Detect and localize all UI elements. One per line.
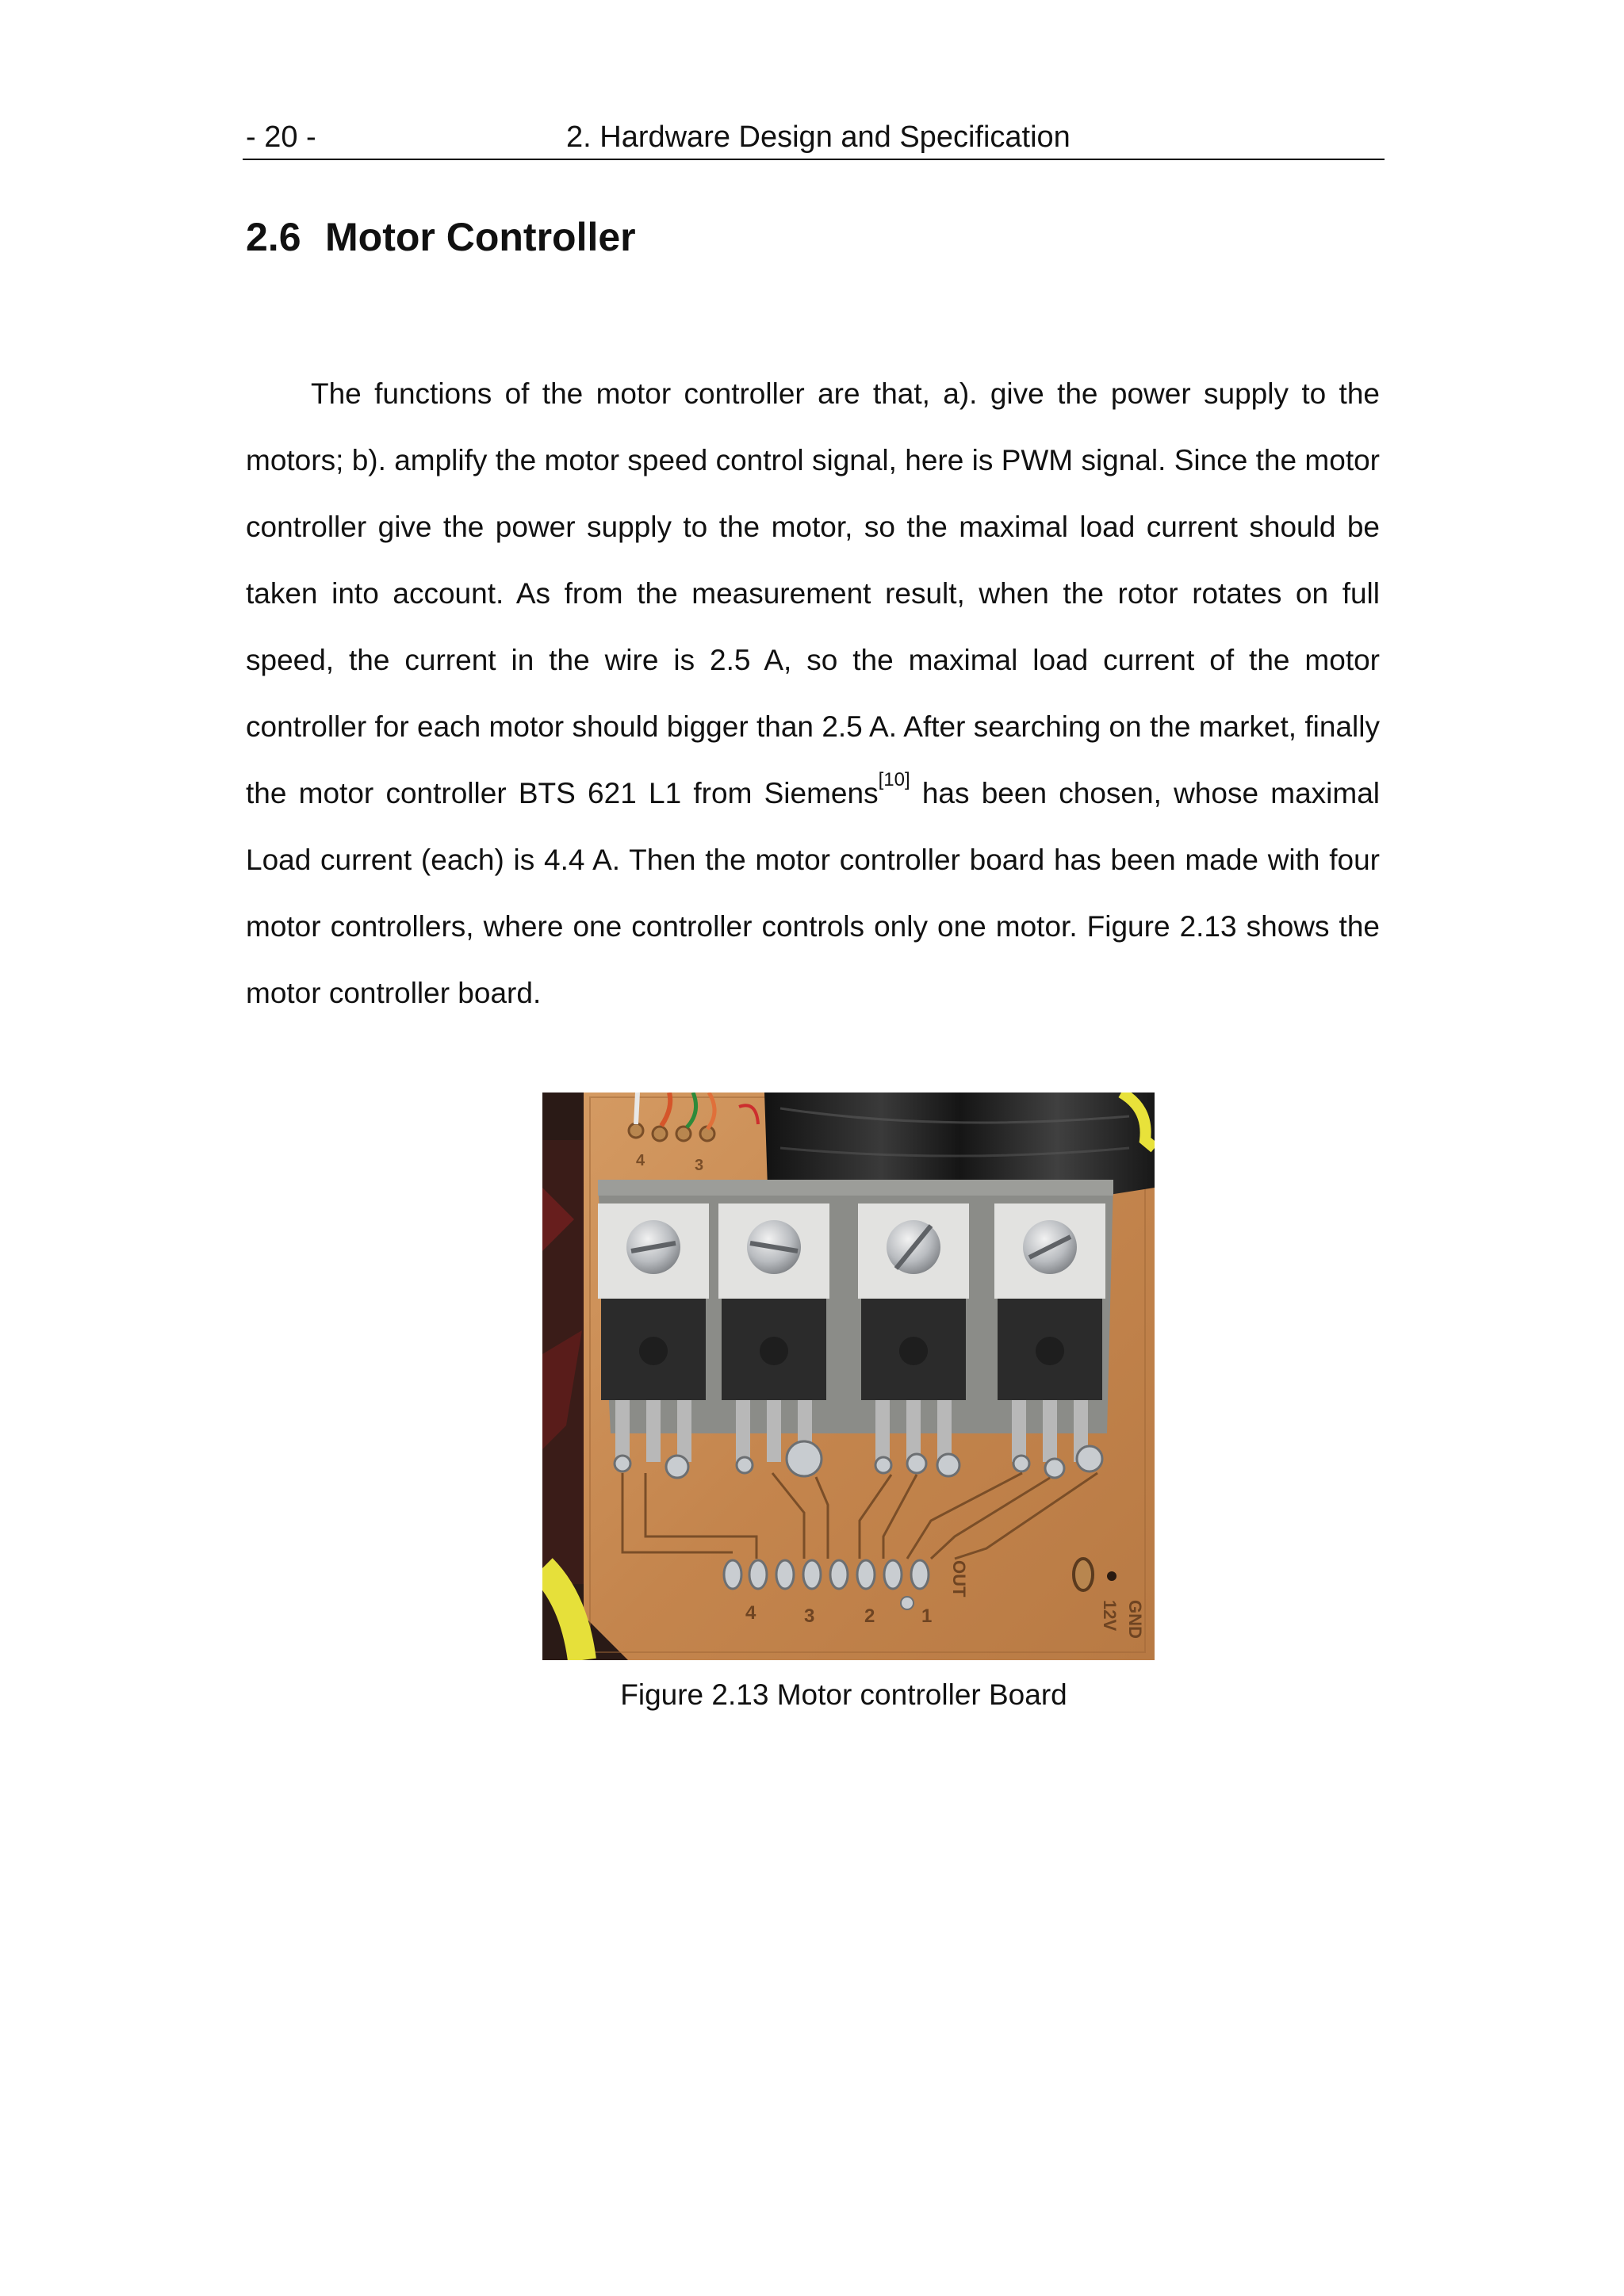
top-pin-label-3: 3: [695, 1157, 704, 1174]
citation-reference: [10]: [878, 769, 910, 790]
channel-label-4: 4: [745, 1602, 756, 1624]
top-pin-label-4: 4: [636, 1152, 645, 1169]
channel-label-3: 3: [804, 1605, 815, 1627]
page-number: - 20 -: [246, 121, 316, 154]
12v-label: 12V: [1100, 1600, 1120, 1632]
gnd-label: GND: [1125, 1600, 1145, 1639]
out-label: OUT: [949, 1560, 969, 1598]
paragraph-text-part-1: The functions of the motor controller are that, a). give the power supply to the motors; b). amplify the motor speed control signal, here is PWM signal. Since the motor controller give the power supply to the motor, so the maximal load current should be taken into account. As from the measurement result, when the rotor rotates on full speed, the current in the wire is 2.5 A, so the maximal load current of the motor controller for each motor should bigger than 2.5 A. After searching on the market, finally the motor controller BTS 621 L1 from Siemens: [246, 377, 1380, 809]
section-heading: [246, 214, 636, 260]
body-paragraph: [246, 361, 1380, 1027]
figure-caption: Figure 2.13 Motor controller Board: [620, 1678, 1067, 1711]
running-header: [243, 117, 1385, 160]
section-number: 2.6: [246, 215, 301, 259]
paragraph-text-part-2: has been chosen, whose maximal Load current (each) is 4.4 A. Then the motor controller board has been made with four motor controllers, where one controller controls only one motor. Figure 2.13 shows the motor controller board.: [246, 777, 1380, 1009]
channel-label-2: 2: [864, 1605, 875, 1627]
section-title: Motor Controller: [325, 215, 636, 259]
motor-controller-board-photo: [542, 1093, 1155, 1660]
channel-label-1: 1: [921, 1605, 933, 1627]
running-title: 2. Hardware Design and Specification: [566, 121, 1071, 154]
